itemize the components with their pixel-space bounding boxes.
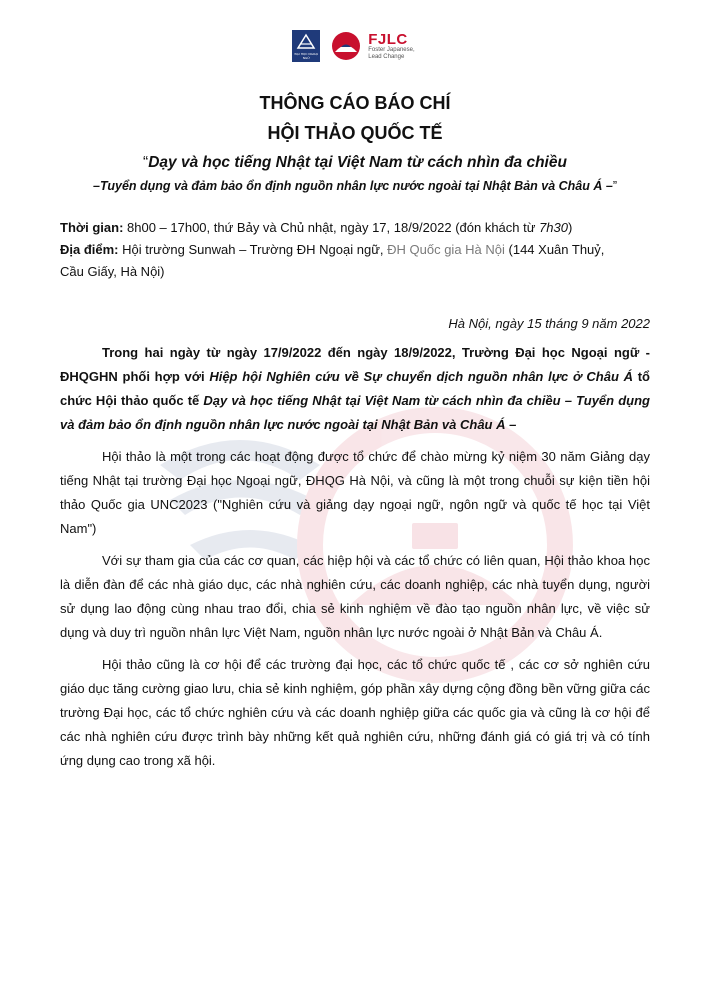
date-line: Hà Nội, ngày 15 tháng 9 năm 2022 (448, 316, 650, 331)
ulis-emblem-icon (292, 30, 320, 54)
subtitle-secondary: –Tuyển dụng và đảm bảo ổn định nguồn nhân lực nước ngoài tại Nhật Bản và Châu Á – (93, 179, 613, 193)
body-paragraph: Hội thảo là một trong các hoạt động được tổ chức để chào mừng kỷ niệm 30 năm Giảng dạy tiếng Nhật tại trường Đại học Ngoại ngữ, ĐHQG Hà Nội, và cũng là một trong chuỗi sự kiện tiền hội thảo Quốc gia UNC2023 ("Nghiên cứu và giảng dạy ngoại ngữ, ngôn ngữ và quốc tế học tại Việt Nam") (60, 449, 650, 536)
place-link[interactable]: ĐH Quốc gia Hà Nội (387, 242, 505, 257)
fjlc-name: FJLC (368, 30, 408, 48)
conference-subtitle (60, 152, 650, 174)
place-value-2: (144 Xuân Thuỷ, (504, 242, 605, 257)
intro-part-1: Trong hai ngày từ ngày 17/9/2022 đến ngày 18/9/2022, Trường Đại học Ngoại ngữ - ĐHQGHN phối hợp với (60, 345, 650, 384)
intro-part-4: Dạy và học tiếng Nhật tại Việt Nam từ cách nhìn đa chiều – Tuyển dụng và đảm bảo ổn định nguồn nhân lực nước ngoài tại Nhật Bản và Châu Á – (60, 393, 650, 432)
place-line-2: Cầu Giấy, Hà Nội) (60, 264, 165, 279)
intro-paragraph (60, 341, 650, 437)
time-close: ) (567, 220, 573, 235)
fjlc-logo (331, 31, 415, 61)
fjlc-tagline-2: Lead Change (368, 53, 405, 60)
intro-part-2: Hiệp hội Nghiên cứu về Sự chuyển dịch nguồn nhân lực ở Châu Á (209, 369, 633, 384)
ulis-logo (292, 30, 320, 62)
body-paragraph: Hội thảo cũng là cơ hội để các trường đại học, các tổ chức quốc tế , các cơ sở nghiên cứu giáo dục tăng cường giao lưu, chia sẻ kinh nghiệm, góp phần xây dựng cộng đồng bền vững giữa các trường Đại học, các tổ chức nghiên cứu và các doanh nghiệp giữa các quốc gia và cũng là cơ hội để các nhà nghiên cứu được trình bày những kết quả nghiên cứu, những đánh giá có giá trị và có tính ứng dụng cao trong xã hội. (60, 657, 650, 768)
place-label: Địa điểm: (60, 242, 119, 257)
header-logos (0, 30, 707, 62)
press-release-title: THÔNG CÁO BÁO CHÍ (259, 93, 451, 113)
time-label: Thời gian: (60, 220, 124, 235)
place-value-1: Hội trường Sunwah – Trường ĐH Ngoại ngữ, (118, 242, 388, 257)
conference-secondary-subtitle (60, 177, 650, 195)
body-paragraph: Với sự tham gia của các cơ quan, các hiệp hội và các tổ chức có liên quan, Hội thảo khoa học là diễn đàn để các nhà giáo dục, các nhà nghiên cứu, các doanh nghiệp, các nhà tuyển dụng, người sử dụng lao động cùng nhau trao đổi, chia sẻ kinh nghiệm về đào tạo nguồn nhân lực, về việc sử dụng và duy trì nguồn nhân lực Việt Nam, nguồn nhân lực nước ngoài ở Nhật Bản và Châu Á. (60, 553, 650, 640)
time-doors-open: 7h30 (539, 220, 568, 235)
subtitle-main: Dạy và học tiếng Nhật tại Việt Nam từ cách nhìn đa chiều (148, 154, 567, 171)
event-info (60, 217, 650, 283)
time-line (60, 217, 650, 239)
conference-title: HỘI THẢO QUỐC TẾ (267, 123, 443, 143)
fjlc-tagline-1: Foster Japanese, (368, 46, 415, 53)
ulis-caption: ĐẠI HỌC NGOẠI NGỮ (294, 52, 319, 60)
document-body (60, 88, 650, 773)
fjlc-mountain-icon (331, 31, 361, 61)
close-quote: ” (612, 179, 617, 193)
place-line (60, 239, 650, 261)
time-value: 8h00 – 17h00, thứ Bảy và Chủ nhật, ngày 17, 18/9/2022 (đón khách từ (123, 220, 540, 235)
open-quote: “ (143, 154, 149, 171)
intro-part-3: tổ chức Hội thảo quốc tế (60, 369, 650, 408)
